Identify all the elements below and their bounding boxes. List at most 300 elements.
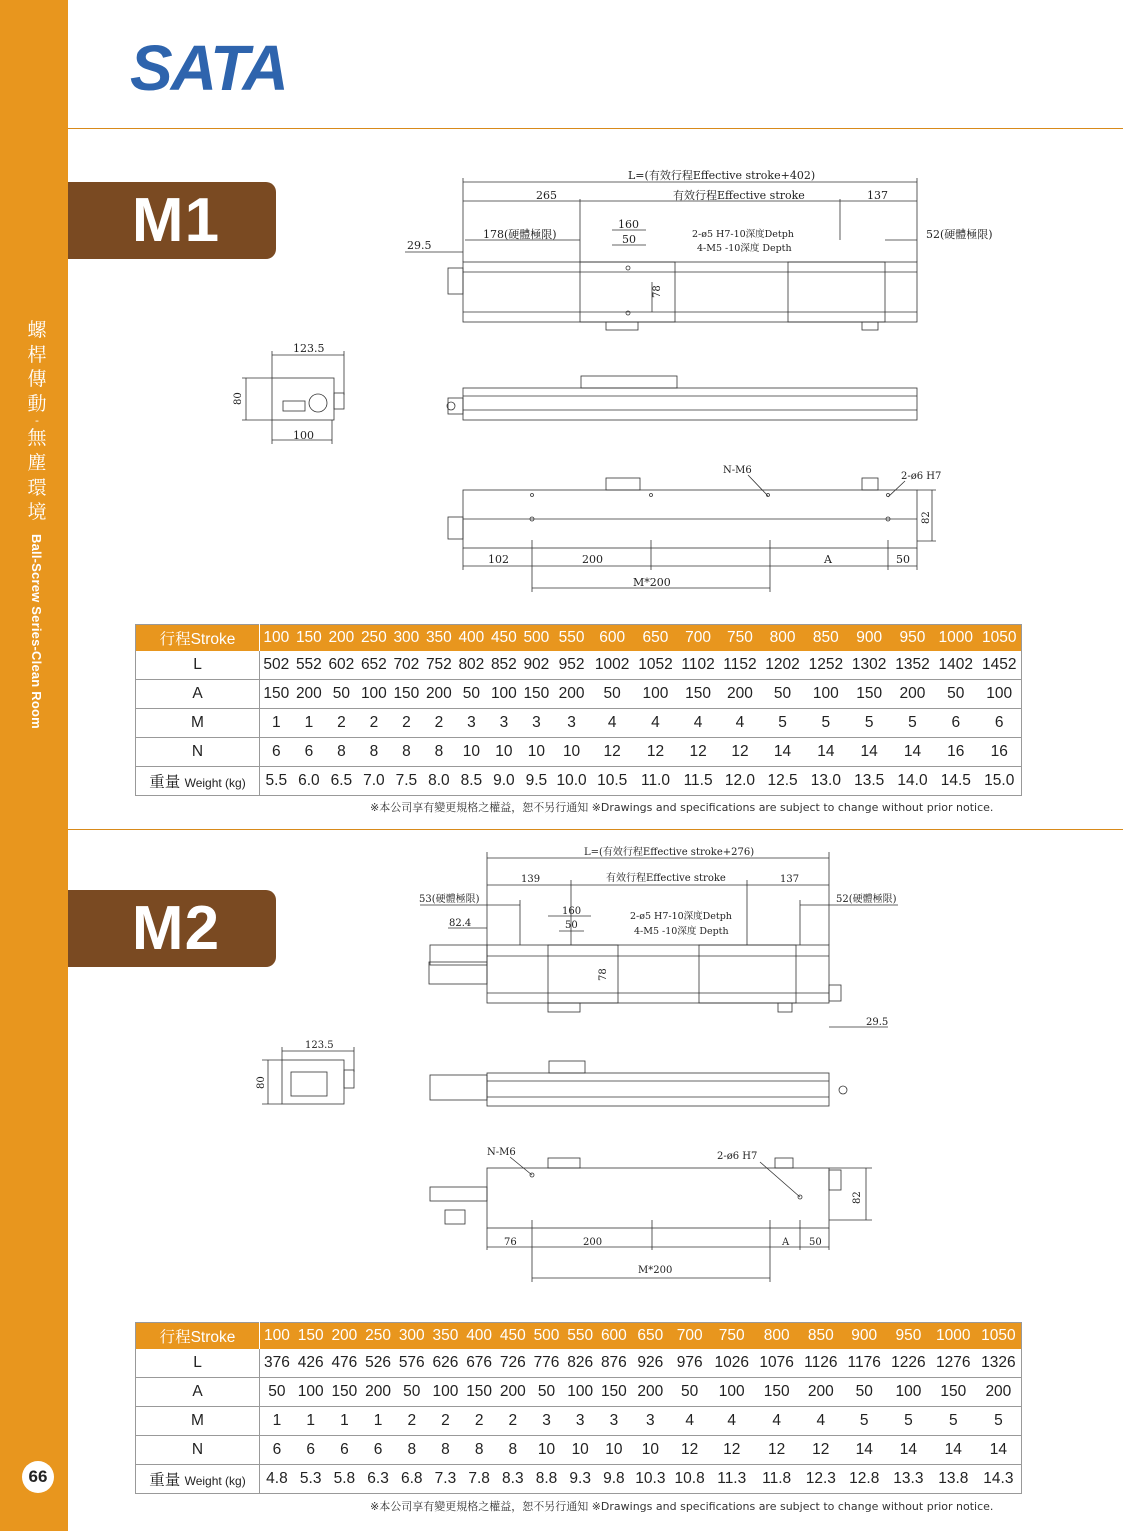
weight-cell: 10.0 xyxy=(553,767,591,796)
table-cell: 6 xyxy=(260,1436,294,1465)
weight-cell: 11.8 xyxy=(754,1465,799,1494)
table-cell: 200 xyxy=(631,1378,670,1407)
table-cell: 16 xyxy=(977,738,1021,767)
weight-cell: 12.5 xyxy=(761,767,804,796)
table-cell: 1126 xyxy=(799,1349,842,1378)
table-cell: 100 xyxy=(563,1378,597,1407)
table-cell: 1 xyxy=(260,1407,294,1436)
table-cell: 6 xyxy=(260,738,293,767)
table-cell: 50 xyxy=(325,680,358,709)
sidebar-cn-char: 動 xyxy=(27,392,47,415)
stroke-header-cell: 350 xyxy=(423,625,456,652)
table-cell: 3 xyxy=(563,1407,597,1436)
dim-height: 78 xyxy=(652,285,663,298)
stroke-header-cell: 100 xyxy=(260,625,293,652)
weight-cell: 9.3 xyxy=(563,1465,597,1494)
stroke-header-cell: 550 xyxy=(553,625,591,652)
weight-cell: 6.0 xyxy=(293,767,326,796)
weight-cell: 9.0 xyxy=(488,767,521,796)
sidebar-cn-char: 無 xyxy=(27,427,47,450)
model-badge-m2 xyxy=(68,890,276,967)
stroke-header-cell: 550 xyxy=(563,1323,597,1350)
table-cell: 100 xyxy=(634,680,677,709)
table-cell: 976 xyxy=(670,1349,709,1378)
table-row xyxy=(136,651,1022,680)
note-pin: 2-ø6 H7 xyxy=(717,1151,758,1162)
weight-cell: 4.8 xyxy=(260,1465,294,1494)
table-cell: 100 xyxy=(488,680,521,709)
dim-end-height: 80 xyxy=(233,392,244,405)
table-cell: 4 xyxy=(709,1407,754,1436)
table-cell: 12 xyxy=(754,1436,799,1465)
weight-cell: 5.5 xyxy=(260,767,293,796)
table-cell: 10 xyxy=(597,1436,631,1465)
weight-label-cn: 重量 xyxy=(149,774,181,791)
stroke-header-cell: 650 xyxy=(634,625,677,652)
table-cell: 8 xyxy=(395,1436,429,1465)
weight-cell: 6.5 xyxy=(325,767,358,796)
table-cell: 876 xyxy=(597,1349,631,1378)
table-cell: 12 xyxy=(709,1436,754,1465)
stroke-header-cell: 200 xyxy=(325,625,358,652)
note-nm6: N-M6 xyxy=(487,1147,516,1158)
table-cell: 16 xyxy=(934,738,977,767)
table-cell: 3 xyxy=(488,709,521,738)
table-cell: 200 xyxy=(361,1378,395,1407)
table-cell: 926 xyxy=(631,1349,670,1378)
table-cell: 200 xyxy=(891,680,934,709)
model-badge-m1 xyxy=(68,182,276,259)
table-cell: 6 xyxy=(294,1436,328,1465)
dim-carriage: 160 xyxy=(618,218,639,231)
weight-cell: 9.5 xyxy=(520,767,553,796)
stroke-header-label: 行程Stroke xyxy=(136,1323,260,1350)
table-cell: 3 xyxy=(631,1407,670,1436)
table-cell: 3 xyxy=(520,709,553,738)
dim-b2: 200 xyxy=(582,553,603,566)
table-cell: 526 xyxy=(361,1349,395,1378)
dim-motor-offset2: 29.5 xyxy=(866,1017,889,1028)
weight-cell: 12.3 xyxy=(799,1465,842,1494)
table-row-weight xyxy=(136,1465,1022,1494)
table-cell: 6 xyxy=(328,1436,362,1465)
dim-hard-left: 178(硬體極限) xyxy=(483,228,557,241)
weight-cell: 12.8 xyxy=(843,1465,886,1494)
model-title: M2 xyxy=(131,894,221,963)
section-divider xyxy=(68,128,1123,129)
weight-cell: 14.5 xyxy=(934,767,977,796)
table-cell: 752 xyxy=(423,651,456,680)
table-cell: 3 xyxy=(553,709,591,738)
dim-b4: 50 xyxy=(896,553,910,566)
stroke-header-cell: 800 xyxy=(761,625,804,652)
table-cell: 702 xyxy=(390,651,423,680)
table-row xyxy=(136,680,1022,709)
weight-cell: 12.0 xyxy=(719,767,761,796)
dim-end-width: 123.5 xyxy=(293,342,325,355)
dim-hole-pitch: 50 xyxy=(622,233,636,246)
table-cell: 8 xyxy=(462,1436,496,1465)
table-cell: 12 xyxy=(799,1436,842,1465)
table-cell: 1 xyxy=(294,1407,328,1436)
table-cell: 100 xyxy=(886,1378,931,1407)
dim-hole-pitch: 50 xyxy=(565,920,578,931)
table-row xyxy=(136,738,1022,767)
note-holes: 2-ø5 H7-10深度Detph xyxy=(630,911,732,922)
table-cell: 1326 xyxy=(976,1349,1022,1378)
table-cell: 802 xyxy=(455,651,488,680)
dim-b1: 76 xyxy=(504,1237,517,1248)
table-cell: 50 xyxy=(934,680,977,709)
row-label: L xyxy=(136,651,260,680)
table-cell: 5 xyxy=(804,709,847,738)
weight-cell: 10.8 xyxy=(670,1465,709,1494)
table-cell: 150 xyxy=(462,1378,496,1407)
table-cell: 676 xyxy=(462,1349,496,1378)
table-cell: 10 xyxy=(488,738,521,767)
table-cell: 726 xyxy=(496,1349,530,1378)
table-cell: 150 xyxy=(520,680,553,709)
dim-left: 139 xyxy=(521,874,541,885)
weight-cell: 8.3 xyxy=(496,1465,530,1494)
weight-cell: 13.3 xyxy=(886,1465,931,1494)
table-cell: 12 xyxy=(719,738,761,767)
note-screws: 4-M5 -10深度 Depth xyxy=(697,243,792,254)
dim-motor-offset: 82.4 xyxy=(449,918,472,929)
m1-spec-table xyxy=(135,624,1022,796)
row-label: A xyxy=(136,1378,260,1407)
dim-height: 78 xyxy=(598,968,609,981)
table-cell: 502 xyxy=(260,651,293,680)
stroke-header-cell: 750 xyxy=(719,625,761,652)
table-cell: 4 xyxy=(719,709,761,738)
table-cell: 8 xyxy=(429,1436,463,1465)
table-cell: 14 xyxy=(976,1436,1022,1465)
table-cell: 8 xyxy=(496,1436,530,1465)
sata-logo xyxy=(130,38,300,100)
table-cell: 14 xyxy=(891,738,934,767)
table-cell: 8 xyxy=(358,738,391,767)
dim-m-times: M*200 xyxy=(638,1265,673,1276)
table-cell: 100 xyxy=(977,680,1021,709)
dim-82: 82 xyxy=(921,511,932,524)
table-cell: 10 xyxy=(455,738,488,767)
table-cell: 2 xyxy=(390,709,423,738)
table-cell: 50 xyxy=(260,1378,294,1407)
table-cell: 4 xyxy=(799,1407,842,1436)
table-cell: 1026 xyxy=(709,1349,754,1378)
table-cell: 200 xyxy=(293,680,326,709)
table-cell: 626 xyxy=(429,1349,463,1378)
table-cell: 1402 xyxy=(934,651,977,680)
table-cell: 50 xyxy=(670,1378,709,1407)
table-cell: 2 xyxy=(395,1407,429,1436)
weight-cell: 8.8 xyxy=(530,1465,564,1494)
stroke-header-cell: 900 xyxy=(843,1323,886,1350)
table-cell: 1002 xyxy=(591,651,634,680)
weight-cell: 8.5 xyxy=(455,767,488,796)
stroke-header-cell: 600 xyxy=(591,625,634,652)
table-cell: 5 xyxy=(886,1407,931,1436)
table-cell: 50 xyxy=(455,680,488,709)
table-cell: 8 xyxy=(423,738,456,767)
table-cell: 14 xyxy=(931,1436,976,1465)
weight-cell: 10.5 xyxy=(591,767,634,796)
table-cell: 6 xyxy=(293,738,326,767)
table-cell: 4 xyxy=(670,1407,709,1436)
sidebar-cn-char: 桿 xyxy=(27,343,47,366)
table-cell: 552 xyxy=(293,651,326,680)
dim-end-width: 123.5 xyxy=(305,1040,334,1051)
stroke-header-cell: 850 xyxy=(804,625,847,652)
table-cell: 1 xyxy=(260,709,293,738)
table-cell: 476 xyxy=(328,1349,362,1378)
table-cell: 14 xyxy=(761,738,804,767)
dim-hard-left: 53(硬體極限) xyxy=(419,894,480,905)
table-cell: 12 xyxy=(670,1436,709,1465)
weight-cell: 7.0 xyxy=(358,767,391,796)
row-label: M xyxy=(136,1407,260,1436)
dim-left: 265 xyxy=(536,189,557,202)
sidebar-cn-char: 環 xyxy=(27,476,47,499)
sidebar-cn-title xyxy=(24,318,50,525)
table-cell: 3 xyxy=(530,1407,564,1436)
table-cell: 5 xyxy=(761,709,804,738)
page-number: 66 xyxy=(22,1461,54,1493)
table-cell: 4 xyxy=(677,709,719,738)
weight-cell: 15.0 xyxy=(977,767,1021,796)
table-cell: 50 xyxy=(843,1378,886,1407)
table-row xyxy=(136,1378,1022,1407)
table-cell: 1 xyxy=(361,1407,395,1436)
weight-cell: 8.0 xyxy=(423,767,456,796)
stroke-header-cell: 200 xyxy=(328,1323,362,1350)
table-cell: 150 xyxy=(677,680,719,709)
row-label: N xyxy=(136,738,260,767)
stroke-header-cell: 700 xyxy=(670,1323,709,1350)
row-label: A xyxy=(136,680,260,709)
table-cell: 10 xyxy=(553,738,591,767)
weight-label-cn: 重量 xyxy=(149,1472,181,1489)
table-cell: 50 xyxy=(761,680,804,709)
row-label: M xyxy=(136,709,260,738)
table-cell: 1052 xyxy=(634,651,677,680)
table-cell: 1152 xyxy=(719,651,761,680)
logo-text: SATA xyxy=(130,38,287,96)
dim-hard-right: 52(硬體極限) xyxy=(926,228,993,241)
dim-hard-right: 52(硬體極限) xyxy=(836,894,897,905)
table-cell: 1076 xyxy=(754,1349,799,1378)
model-title: M1 xyxy=(131,186,221,255)
table-cell: 100 xyxy=(709,1378,754,1407)
stroke-header-cell: 1000 xyxy=(934,625,977,652)
table-cell: 1202 xyxy=(761,651,804,680)
table-cell: 100 xyxy=(804,680,847,709)
table-cell: 14 xyxy=(848,738,891,767)
weight-label-en: Weight (kg) xyxy=(184,776,246,790)
table-cell: 10 xyxy=(520,738,553,767)
stroke-header-cell: 950 xyxy=(886,1323,931,1350)
weight-cell: 11.3 xyxy=(709,1465,754,1494)
stroke-header-cell: 250 xyxy=(361,1323,395,1350)
stroke-header-cell: 400 xyxy=(462,1323,496,1350)
dim-b2: 200 xyxy=(583,1237,603,1248)
weight-cell: 13.0 xyxy=(804,767,847,796)
stroke-header-cell: 600 xyxy=(597,1323,631,1350)
table-cell: 576 xyxy=(395,1349,429,1378)
weight-cell: 14.3 xyxy=(976,1465,1022,1494)
m1-notice: ※本公司享有變更規格之權益，恕不另行通知 ※Drawings and specifications are subject to change without prior notice. xyxy=(370,801,994,814)
weight-cell: 5.8 xyxy=(328,1465,362,1494)
dim-b3: A xyxy=(824,553,832,566)
sidebar xyxy=(0,0,68,1531)
table-cell: 4 xyxy=(634,709,677,738)
stroke-header-cell: 700 xyxy=(677,625,719,652)
dim-m-times: M*200 xyxy=(633,576,671,589)
table-cell: 1 xyxy=(328,1407,362,1436)
table-cell: 602 xyxy=(325,651,358,680)
weight-label xyxy=(136,1465,260,1494)
table-cell: 50 xyxy=(591,680,634,709)
dim-total-length: L=(有效行程Effective stroke+402) xyxy=(628,169,816,182)
table-cell: 1176 xyxy=(843,1349,886,1378)
stroke-header-cell: 450 xyxy=(496,1323,530,1350)
m2-spec-table xyxy=(135,1322,1022,1494)
table-cell: 12 xyxy=(677,738,719,767)
table-cell: 2 xyxy=(423,709,456,738)
table-cell: 1226 xyxy=(886,1349,931,1378)
weight-cell: 11.0 xyxy=(634,767,677,796)
table-cell: 2 xyxy=(496,1407,530,1436)
table-cell: 826 xyxy=(563,1349,597,1378)
table-cell: 376 xyxy=(260,1349,294,1378)
dim-stroke: 有效行程Effective stroke xyxy=(606,873,726,884)
weight-cell: 14.0 xyxy=(891,767,934,796)
sidebar-cn-char: - xyxy=(35,414,39,428)
stroke-header-cell: 500 xyxy=(530,1323,564,1350)
stroke-header-cell: 800 xyxy=(754,1323,799,1350)
table-cell: 1302 xyxy=(848,651,891,680)
table-row xyxy=(136,1407,1022,1436)
weight-cell: 7.8 xyxy=(462,1465,496,1494)
table-cell: 150 xyxy=(328,1378,362,1407)
stroke-header-cell: 450 xyxy=(488,625,521,652)
dim-motor-offset: 29.5 xyxy=(407,239,432,252)
weight-label xyxy=(136,767,260,796)
dim-b4: 50 xyxy=(809,1237,822,1248)
note-holes: 2-ø5 H7-10深度Detph xyxy=(692,229,794,240)
table-cell: 12 xyxy=(634,738,677,767)
sidebar-cn-char: 境 xyxy=(27,501,47,524)
weight-label-en: Weight (kg) xyxy=(184,1474,246,1488)
table-row xyxy=(136,1436,1022,1465)
dim-stroke: 有效行程Effective stroke xyxy=(673,189,805,202)
weight-cell: 13.8 xyxy=(931,1465,976,1494)
table-cell: 4 xyxy=(754,1407,799,1436)
dim-end-height: 80 xyxy=(256,1076,267,1089)
stroke-header-cell: 900 xyxy=(848,625,891,652)
table-cell: 2 xyxy=(358,709,391,738)
table-cell: 10 xyxy=(563,1436,597,1465)
table-cell: 1352 xyxy=(891,651,934,680)
dim-total-length: L=(有效行程Effective stroke+276) xyxy=(584,847,755,858)
stroke-header-cell: 300 xyxy=(395,1323,429,1350)
table-cell: 8 xyxy=(325,738,358,767)
sidebar-cn-char: 螺 xyxy=(27,319,47,341)
stroke-header-cell: 750 xyxy=(709,1323,754,1350)
sidebar-cn-char: 傳 xyxy=(27,368,47,391)
table-row xyxy=(136,1349,1022,1378)
weight-cell: 6.3 xyxy=(361,1465,395,1494)
weight-cell: 13.5 xyxy=(848,767,891,796)
m2-notice: ※本公司享有變更規格之權益，恕不另行通知 ※Drawings and specifications are subject to change without prior notice. xyxy=(370,1500,994,1513)
dim-b1: 102 xyxy=(488,553,509,566)
table-cell: 14 xyxy=(804,738,847,767)
table-cell: 200 xyxy=(423,680,456,709)
weight-cell: 9.8 xyxy=(597,1465,631,1494)
table-cell: 6 xyxy=(977,709,1021,738)
note-pin: 2-ø6 H7 xyxy=(901,471,942,482)
section-divider xyxy=(68,829,1123,830)
table-cell: 150 xyxy=(597,1378,631,1407)
table-cell: 2 xyxy=(462,1407,496,1436)
table-cell: 150 xyxy=(931,1378,976,1407)
stroke-header-cell: 350 xyxy=(429,1323,463,1350)
stroke-header-cell: 250 xyxy=(358,625,391,652)
table-cell: 652 xyxy=(358,651,391,680)
table-cell: 6 xyxy=(361,1436,395,1465)
table-cell: 3 xyxy=(597,1407,631,1436)
stroke-header-cell: 1000 xyxy=(931,1323,976,1350)
table-cell: 150 xyxy=(754,1378,799,1407)
stroke-header-cell: 1050 xyxy=(976,1323,1022,1350)
table-cell: 5 xyxy=(976,1407,1022,1436)
table-cell: 12 xyxy=(591,738,634,767)
table-cell: 5 xyxy=(891,709,934,738)
table-cell: 200 xyxy=(976,1378,1022,1407)
dim-carriage: 160 xyxy=(562,906,582,917)
table-cell: 426 xyxy=(294,1349,328,1378)
table-cell: 200 xyxy=(719,680,761,709)
weight-cell: 11.5 xyxy=(677,767,719,796)
stroke-header-cell: 150 xyxy=(294,1323,328,1350)
row-label: L xyxy=(136,1349,260,1378)
stroke-header-cell: 1050 xyxy=(977,625,1021,652)
stroke-header-label: 行程Stroke xyxy=(136,625,260,652)
table-cell: 2 xyxy=(325,709,358,738)
stroke-header-cell: 400 xyxy=(455,625,488,652)
note-screws: 4-M5 -10深度 Depth xyxy=(634,926,729,937)
table-cell: 8 xyxy=(390,738,423,767)
sidebar-en-title: Ball-Screw Series-Clean Room xyxy=(29,534,44,729)
table-cell: 952 xyxy=(553,651,591,680)
table-row xyxy=(136,709,1022,738)
weight-cell: 7.5 xyxy=(390,767,423,796)
weight-cell: 6.8 xyxy=(395,1465,429,1494)
table-cell: 4 xyxy=(591,709,634,738)
table-cell: 776 xyxy=(530,1349,564,1378)
table-cell: 200 xyxy=(553,680,591,709)
row-label: N xyxy=(136,1436,260,1465)
table-cell: 100 xyxy=(358,680,391,709)
table-cell: 100 xyxy=(429,1378,463,1407)
note-nm6: N-M6 xyxy=(723,465,752,476)
weight-cell: 5.3 xyxy=(294,1465,328,1494)
table-cell: 3 xyxy=(455,709,488,738)
table-cell: 200 xyxy=(496,1378,530,1407)
table-cell: 10 xyxy=(631,1436,670,1465)
table-header-row xyxy=(136,625,1022,652)
